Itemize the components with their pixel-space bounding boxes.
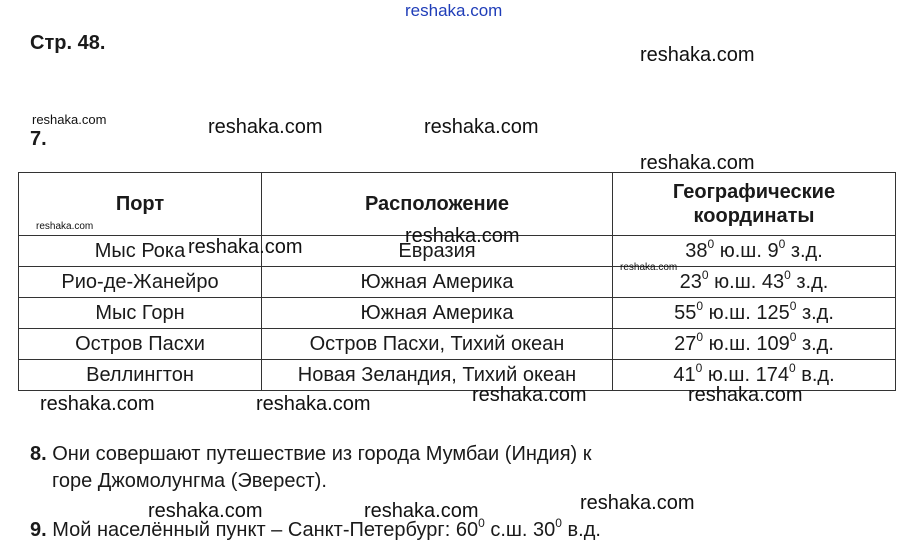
latitude-value: 23 [679,271,702,293]
task-8-text-line1: Они совершают путешествие из города Мумбаи (Индия) к [52,443,592,465]
degree-mark: 0 [778,237,786,251]
watermark: reshaka.com [424,116,539,138]
task-8-text-line2: горе Джомолунгма (Эверест). [52,470,327,492]
port-name: Остров Пасхи [19,329,262,360]
longitude-dir: з.д. [801,302,834,324]
degree-mark: 0 [696,299,704,313]
latitude-value: 41 [673,364,696,386]
port-name: Мыс Рока [19,236,262,267]
longitude-value: 125 [756,302,790,324]
watermark: reshaka.com [208,116,323,138]
latitude-value: 38 [685,240,708,262]
table-row [19,298,896,329]
port-name: Рио-де-Жанейро [19,267,262,298]
port-coordinates [613,329,896,360]
watermark: reshaka.com [188,236,303,258]
port-name: Веллингтон [19,360,262,391]
table-row [19,329,896,360]
header-coordinates: Географические координаты [613,173,896,236]
task-7-number: 7. [30,128,47,150]
latitude-dir: ю.ш. [719,240,762,262]
watermark: reshaka.com [640,44,755,66]
degree-mark: 0 [696,330,704,344]
task-9-lat-dir: с.ш. 30 [490,519,556,541]
watermark: reshaka.com [405,225,520,247]
task-9 [30,516,601,544]
latitude-dir: ю.ш. [714,271,757,293]
degree-mark: 0 [789,330,797,344]
page-number: Стр. 48. [30,32,106,54]
port-location: Остров Пасхи, Тихий океан [262,329,613,360]
watermark: reshaka.com [148,500,263,522]
longitude-dir: з.д. [796,271,829,293]
task-9-lon-dir: в.д. [567,519,601,541]
table-row [19,267,896,298]
longitude-dir: в.д. [801,364,835,386]
longitude-dir: з.д. [801,333,834,355]
watermark: reshaka.com [472,384,587,406]
watermark: reshaka.com [364,500,479,522]
longitude-value: 9 [767,240,779,262]
port-location: Южная Америка [262,298,613,329]
longitude-value: 174 [755,364,789,386]
ports-table [18,172,896,391]
latitude-dir: ю.ш. [708,333,751,355]
degree-mark: 0 [695,361,703,375]
task-9-text: Мой населённый пункт – Санкт-Петербург: 60 [52,519,479,541]
degree-mark: 0 [784,268,791,282]
task-8 [30,440,592,468]
port-coordinates [613,298,896,329]
watermark: reshaka.com [620,262,678,273]
watermark: reshaka.com [405,1,503,20]
watermark: reshaka.com [688,384,803,406]
degree-mark: 0 [789,299,797,313]
task-9-number: 9. [30,519,47,541]
degree-mark: 0 [701,268,709,282]
latitude-value: 55 [674,302,697,324]
task-8-number: 8. [30,443,47,465]
latitude-dir: ю.ш. [707,364,751,386]
degree-mark: 0 [788,361,796,375]
longitude-value: 109 [756,333,790,355]
port-location: Южная Америка [262,267,613,298]
port-location: Новая Зеландия, Тихий океан [262,360,613,391]
header-port: Порт [19,173,262,236]
latitude-value: 27 [674,333,697,355]
degree-mark: 0 [478,516,485,530]
header-location: Расположение [262,173,613,236]
port-name: Мыс Горн [19,298,262,329]
watermark: reshaka.com [640,152,755,174]
latitude-dir: ю.ш. [708,302,751,324]
longitude-dir: з.д. [790,240,823,262]
watermark: reshaka.com [256,393,371,415]
watermark: reshaka.com [40,393,155,415]
degree-mark: 0 [555,516,562,530]
watermark: reshaka.com [580,492,695,514]
port-location: Евразия [262,236,613,267]
watermark: reshaka.com [36,221,94,232]
longitude-value: 43 [761,271,785,293]
watermark: reshaka.com [32,112,107,127]
degree-mark: 0 [707,237,715,251]
